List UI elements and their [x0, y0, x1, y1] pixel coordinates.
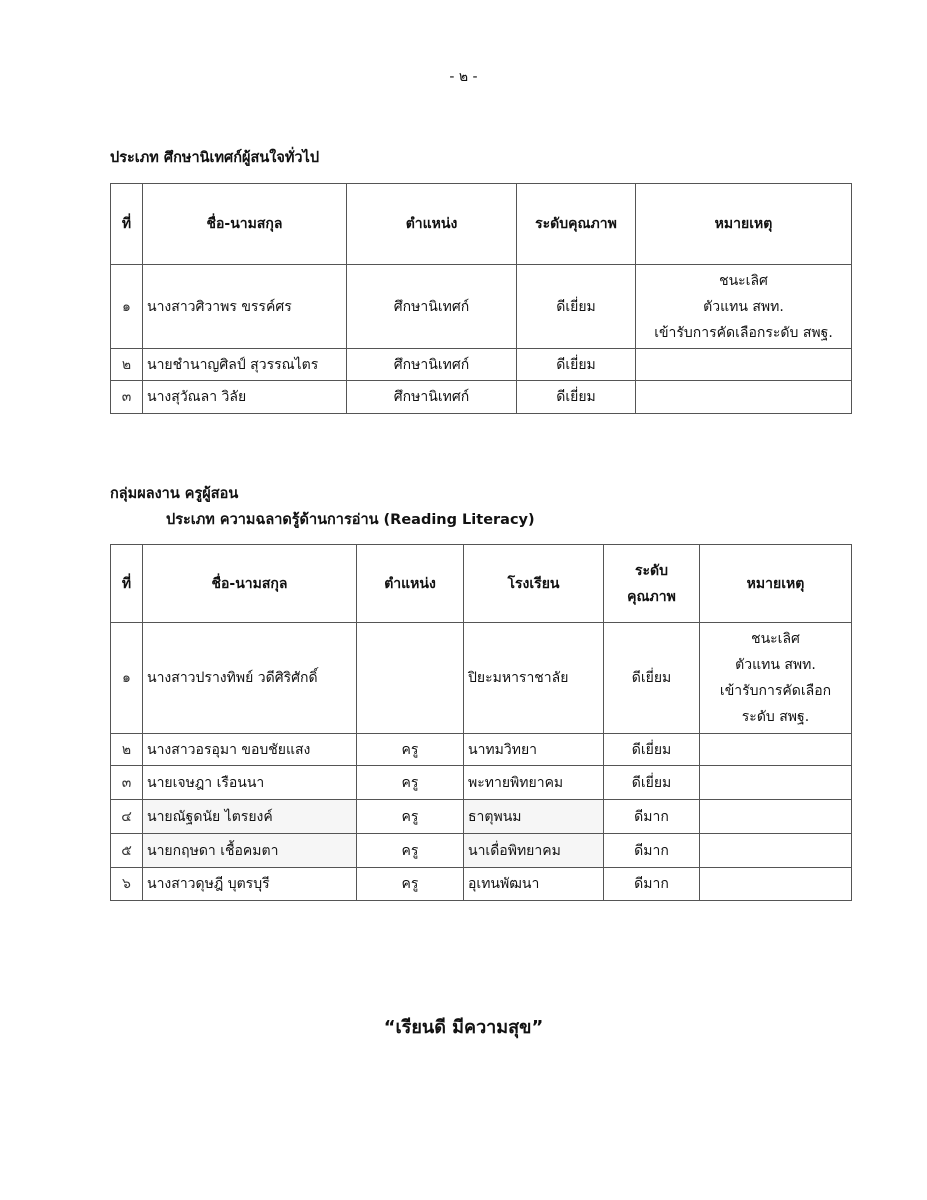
row-level: ดีมาก	[604, 800, 700, 834]
header-name: ชื่อ-นามสกุล	[143, 545, 357, 623]
row-remark	[700, 623, 852, 734]
row-remark	[700, 800, 852, 834]
row-position: ครู	[357, 834, 464, 868]
table-row	[111, 766, 852, 800]
row-no: ๒	[111, 349, 143, 381]
row-level: ดีเยี่ยม	[517, 381, 636, 414]
remark-line: เข้ารับการคัดเลือก	[719, 683, 832, 699]
row-position: ครู	[357, 868, 464, 901]
row-no: ๖	[111, 868, 143, 901]
row-level: ดีมาก	[604, 868, 700, 901]
remark-line: ตัวแทน สพท.	[703, 298, 784, 315]
row-school: ปิยะมหาราชาลัย	[464, 623, 604, 734]
row-name: นายชำนาญศิลป์ สุวรรณไตร	[143, 349, 347, 381]
row-level: ดีเยี่ยม	[604, 623, 700, 734]
header-no: ที่	[111, 184, 143, 265]
row-no: ๔	[111, 800, 143, 834]
row-remark	[700, 766, 852, 800]
row-remark	[700, 734, 852, 766]
table-row	[111, 349, 852, 381]
row-no: ๑	[111, 623, 143, 734]
table-row	[111, 868, 852, 901]
row-position: ศึกษานิเทศก์	[347, 265, 517, 349]
row-level: ดีเยี่ยม	[517, 349, 636, 381]
row-position: ครู	[357, 800, 464, 834]
remark-line: ตัวแทน สพท.	[735, 657, 816, 673]
row-no: ๒	[111, 734, 143, 766]
row-position: ครู	[357, 766, 464, 800]
row-name: นางสาวอรอุมา ขอบชัยแสง	[143, 734, 357, 766]
remark-line: ชนะเลิศ	[719, 272, 768, 289]
table-row	[111, 834, 852, 868]
header-level-line2: คุณภาพ	[627, 588, 676, 605]
row-no: ๓	[111, 766, 143, 800]
row-position: ศึกษานิเทศก์	[347, 349, 517, 381]
remark-line: ชนะเลิศ	[751, 631, 800, 647]
header-school: โรงเรียน	[464, 545, 604, 623]
table-row	[111, 381, 852, 414]
section2-heading: ประเภท ความฉลาดรู้ด้านการอ่าน (Reading Literacy)	[166, 512, 535, 528]
row-position: ศึกษานิเทศก์	[347, 381, 517, 414]
header-remark: หมายเหตุ	[700, 545, 852, 623]
row-school: พะทายพิทยาคม	[464, 766, 604, 800]
header-remark: หมายเหตุ	[636, 184, 852, 265]
table-row	[111, 623, 852, 734]
row-name: นางสาวดุษฎี บุตรบุรี	[143, 868, 357, 901]
section2-group-heading: กลุ่มผลงาน ครูผู้สอน	[110, 486, 239, 502]
supervisor-table	[110, 183, 852, 414]
row-school: นาทมวิทยา	[464, 734, 604, 766]
row-no: ๑	[111, 265, 143, 349]
row-name: นางสาวศิวาพร ขรรค์ศร	[143, 265, 347, 349]
row-school: นาเดื่อพิทยาคม	[464, 834, 604, 868]
row-name: นายณัฐดนัย ไตรยงค์	[143, 800, 357, 834]
row-remark	[636, 265, 852, 349]
table-row	[111, 265, 852, 349]
row-no: ๕	[111, 834, 143, 868]
table-header-row	[111, 184, 852, 265]
header-level: ระดับคุณภาพ	[517, 184, 636, 265]
row-remark	[700, 868, 852, 901]
row-remark	[636, 349, 852, 381]
row-remark	[636, 381, 852, 414]
header-position: ตำแหน่ง	[347, 184, 517, 265]
row-level: ดีเยี่ยม	[604, 766, 700, 800]
motto: “เรียนดี มีความสุข”	[383, 1017, 544, 1038]
row-remark	[700, 834, 852, 868]
row-position	[357, 623, 464, 734]
row-name: นางสุวัณลา วิลัย	[143, 381, 347, 414]
section1-heading: ประเภท ศึกษานิเทศก์ผู้สนใจทั่วไป	[110, 150, 320, 166]
table-row	[111, 734, 852, 766]
row-position: ครู	[357, 734, 464, 766]
header-name: ชื่อ-นามสกุล	[143, 184, 347, 265]
row-level: ดีเยี่ยม	[604, 734, 700, 766]
row-school: ธาตุพนม	[464, 800, 604, 834]
page-number: - ๒ -	[449, 69, 478, 85]
remark-line: ระดับ สพฐ.	[741, 709, 810, 725]
row-name: นางสาวปรางทิพย์ วดีศิริศักดิ์	[143, 623, 357, 734]
row-school: อุเทนพัฒนา	[464, 868, 604, 901]
table-row	[111, 800, 852, 834]
header-level-line1: ระดับ	[634, 562, 669, 579]
header-no: ที่	[111, 545, 143, 623]
row-no: ๓	[111, 381, 143, 414]
header-position: ตำแหน่ง	[357, 545, 464, 623]
remark-line: เข้ารับการคัดเลือกระดับ สพฐ.	[654, 324, 833, 341]
table-header-row	[111, 545, 852, 623]
row-level: ดีมาก	[604, 834, 700, 868]
teacher-table	[110, 544, 852, 901]
row-name: นายกฤษดา เชื้อคมตา	[143, 834, 357, 868]
row-level: ดีเยี่ยม	[517, 265, 636, 349]
header-level	[604, 545, 700, 623]
row-name: นายเจษฎา เรือนนา	[143, 766, 357, 800]
